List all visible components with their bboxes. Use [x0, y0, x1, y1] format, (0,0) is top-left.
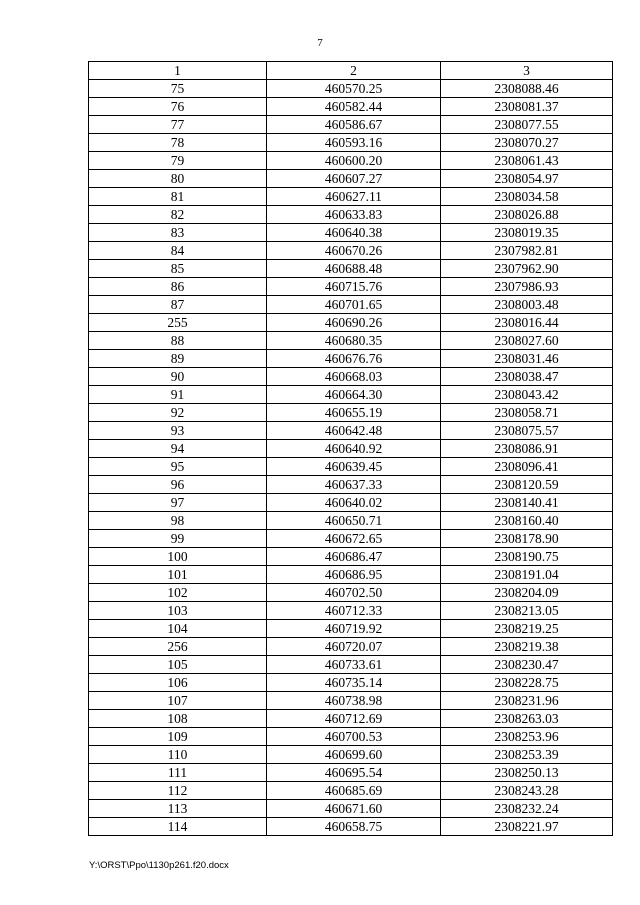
table-row	[89, 728, 613, 746]
coordinate-y-cell: 2308190.75	[441, 548, 613, 566]
coordinate-x-cell: 460672.65	[267, 530, 441, 548]
coordinate-y-cell: 2308228.75	[441, 674, 613, 692]
coordinate-x-cell: 460715.76	[267, 278, 441, 296]
table-row	[89, 440, 613, 458]
coordinate-y-cell: 2308096.41	[441, 458, 613, 476]
coordinate-y-cell: 2308263.03	[441, 710, 613, 728]
coordinate-x-cell: 460664.30	[267, 386, 441, 404]
table-row	[89, 620, 613, 638]
point-number-cell: 81	[89, 188, 267, 206]
coordinate-y-cell: 2308253.39	[441, 746, 613, 764]
coordinate-y-cell: 2308061.43	[441, 152, 613, 170]
point-number-cell: 92	[89, 404, 267, 422]
coordinate-y-cell: 2308070.27	[441, 134, 613, 152]
coordinate-y-cell: 2307982.81	[441, 242, 613, 260]
table-row	[89, 458, 613, 476]
table-row	[89, 530, 613, 548]
point-number-cell: 96	[89, 476, 267, 494]
point-number-cell: 110	[89, 746, 267, 764]
coordinate-x-cell: 460712.33	[267, 602, 441, 620]
point-number-cell: 93	[89, 422, 267, 440]
column-header: 3	[441, 62, 613, 80]
table-row	[89, 512, 613, 530]
coordinate-y-cell: 2308232.24	[441, 800, 613, 818]
coordinate-x-cell: 460586.67	[267, 116, 441, 134]
coordinate-y-cell: 2308026.88	[441, 206, 613, 224]
table-row	[89, 818, 613, 836]
point-number-cell: 112	[89, 782, 267, 800]
coordinate-y-cell: 2307962.90	[441, 260, 613, 278]
table-row	[89, 656, 613, 674]
table-body	[89, 62, 613, 836]
point-number-cell: 94	[89, 440, 267, 458]
point-number-cell: 256	[89, 638, 267, 656]
coordinate-x-cell: 460701.65	[267, 296, 441, 314]
footer-file-path: Y:\ORST\Ppo\1130p261.f20.docx	[89, 860, 229, 871]
coordinate-x-cell: 460640.02	[267, 494, 441, 512]
coordinate-x-cell: 460719.92	[267, 620, 441, 638]
table-row	[89, 278, 613, 296]
coordinate-y-cell: 2308178.90	[441, 530, 613, 548]
coordinate-y-cell: 2308231.96	[441, 692, 613, 710]
table-row	[89, 764, 613, 782]
point-number-cell: 83	[89, 224, 267, 242]
table-row	[89, 494, 613, 512]
point-number-cell: 102	[89, 584, 267, 602]
coordinate-x-cell: 460600.20	[267, 152, 441, 170]
coordinate-y-cell: 2308204.09	[441, 584, 613, 602]
point-number-cell: 87	[89, 296, 267, 314]
coordinate-y-cell: 2308219.38	[441, 638, 613, 656]
coordinate-x-cell: 460738.98	[267, 692, 441, 710]
table-row	[89, 710, 613, 728]
table-row	[89, 134, 613, 152]
table-header-row	[89, 62, 613, 80]
coordinate-x-cell: 460733.61	[267, 656, 441, 674]
table-row	[89, 692, 613, 710]
table-row	[89, 314, 613, 332]
coordinate-x-cell: 460582.44	[267, 98, 441, 116]
point-number-cell: 88	[89, 332, 267, 350]
page-number: 7	[317, 37, 323, 49]
point-number-cell: 86	[89, 278, 267, 296]
coordinate-x-cell: 460658.75	[267, 818, 441, 836]
point-number-cell: 89	[89, 350, 267, 368]
coordinate-y-cell: 2308054.97	[441, 170, 613, 188]
point-number-cell: 80	[89, 170, 267, 188]
coordinate-x-cell: 460686.95	[267, 566, 441, 584]
coordinate-y-cell: 2308038.47	[441, 368, 613, 386]
point-number-cell: 76	[89, 98, 267, 116]
coordinate-y-cell: 2308219.25	[441, 620, 613, 638]
coordinate-y-cell: 2308043.42	[441, 386, 613, 404]
coordinate-x-cell: 460642.48	[267, 422, 441, 440]
coordinate-x-cell: 460688.48	[267, 260, 441, 278]
table-row	[89, 206, 613, 224]
coordinate-x-cell: 460668.03	[267, 368, 441, 386]
point-number-cell: 105	[89, 656, 267, 674]
point-number-cell: 113	[89, 800, 267, 818]
point-number-cell: 95	[89, 458, 267, 476]
table-row	[89, 602, 613, 620]
coordinate-y-cell: 2308077.55	[441, 116, 613, 134]
coordinate-x-cell: 460712.69	[267, 710, 441, 728]
coordinate-x-cell: 460640.38	[267, 224, 441, 242]
coordinate-x-cell: 460720.07	[267, 638, 441, 656]
table-row	[89, 152, 613, 170]
coordinate-x-cell: 460695.54	[267, 764, 441, 782]
coordinate-y-cell: 2308003.48	[441, 296, 613, 314]
table-row	[89, 116, 613, 134]
table-row	[89, 224, 613, 242]
coordinate-y-cell: 2308058.71	[441, 404, 613, 422]
point-number-cell: 78	[89, 134, 267, 152]
point-number-cell: 106	[89, 674, 267, 692]
coordinate-y-cell: 2308213.05	[441, 602, 613, 620]
table-row	[89, 746, 613, 764]
coordinate-y-cell: 2308160.40	[441, 512, 613, 530]
point-number-cell: 109	[89, 728, 267, 746]
coordinate-y-cell: 2308221.97	[441, 818, 613, 836]
point-number-cell: 98	[89, 512, 267, 530]
point-number-cell: 108	[89, 710, 267, 728]
coordinate-x-cell: 460655.19	[267, 404, 441, 422]
column-header: 1	[89, 62, 267, 80]
point-number-cell: 104	[89, 620, 267, 638]
coordinate-y-cell: 2308019.35	[441, 224, 613, 242]
table-row	[89, 188, 613, 206]
point-number-cell: 99	[89, 530, 267, 548]
column-header: 2	[267, 62, 441, 80]
coordinate-x-cell: 460570.25	[267, 80, 441, 98]
point-number-cell: 111	[89, 764, 267, 782]
coordinate-x-cell: 460671.60	[267, 800, 441, 818]
coordinate-x-cell: 460686.47	[267, 548, 441, 566]
coordinate-y-cell: 2308034.58	[441, 188, 613, 206]
point-number-cell: 85	[89, 260, 267, 278]
coordinate-y-cell: 2308120.59	[441, 476, 613, 494]
coordinate-x-cell: 460680.35	[267, 332, 441, 350]
coordinate-x-cell: 460637.33	[267, 476, 441, 494]
point-number-cell: 100	[89, 548, 267, 566]
coordinate-y-cell: 2308191.04	[441, 566, 613, 584]
coordinate-y-cell: 2308253.96	[441, 728, 613, 746]
coordinate-x-cell: 460607.27	[267, 170, 441, 188]
coordinate-x-cell: 460639.45	[267, 458, 441, 476]
point-number-cell: 97	[89, 494, 267, 512]
coordinate-x-cell: 460640.92	[267, 440, 441, 458]
coordinate-x-cell: 460676.76	[267, 350, 441, 368]
point-number-cell: 114	[89, 818, 267, 836]
coordinate-x-cell: 460627.11	[267, 188, 441, 206]
coordinate-x-cell: 460700.53	[267, 728, 441, 746]
coordinate-y-cell: 2308230.47	[441, 656, 613, 674]
coordinate-y-cell: 2308075.57	[441, 422, 613, 440]
table-row	[89, 548, 613, 566]
coordinate-y-cell: 2308027.60	[441, 332, 613, 350]
coordinate-x-cell: 460670.26	[267, 242, 441, 260]
table-row	[89, 260, 613, 278]
point-number-cell: 77	[89, 116, 267, 134]
table-row	[89, 98, 613, 116]
table-row	[89, 782, 613, 800]
table-row	[89, 800, 613, 818]
table-row	[89, 368, 613, 386]
coordinate-x-cell: 460690.26	[267, 314, 441, 332]
coordinate-y-cell: 2308081.37	[441, 98, 613, 116]
coordinates-table	[88, 61, 613, 836]
point-number-cell: 82	[89, 206, 267, 224]
table-row	[89, 80, 613, 98]
table-row	[89, 386, 613, 404]
table-row	[89, 404, 613, 422]
table-row	[89, 332, 613, 350]
table-row	[89, 170, 613, 188]
table-row	[89, 476, 613, 494]
coordinate-y-cell: 2308086.91	[441, 440, 613, 458]
coordinate-x-cell: 460685.69	[267, 782, 441, 800]
point-number-cell: 101	[89, 566, 267, 584]
table-row	[89, 422, 613, 440]
coordinate-x-cell: 460593.16	[267, 134, 441, 152]
table-row	[89, 638, 613, 656]
table-row	[89, 674, 613, 692]
coordinate-x-cell: 460735.14	[267, 674, 441, 692]
coordinate-y-cell: 2308243.28	[441, 782, 613, 800]
point-number-cell: 103	[89, 602, 267, 620]
point-number-cell: 79	[89, 152, 267, 170]
coordinate-y-cell: 2308031.46	[441, 350, 613, 368]
table-row	[89, 584, 613, 602]
point-number-cell: 84	[89, 242, 267, 260]
coordinate-y-cell: 2307986.93	[441, 278, 613, 296]
point-number-cell: 255	[89, 314, 267, 332]
coordinate-x-cell: 460702.50	[267, 584, 441, 602]
coordinate-x-cell: 460650.71	[267, 512, 441, 530]
coordinate-x-cell: 460699.60	[267, 746, 441, 764]
coordinate-y-cell: 2308088.46	[441, 80, 613, 98]
table-row	[89, 296, 613, 314]
coordinate-y-cell: 2308140.41	[441, 494, 613, 512]
point-number-cell: 75	[89, 80, 267, 98]
table-row	[89, 350, 613, 368]
coordinate-y-cell: 2308016.44	[441, 314, 613, 332]
table-row	[89, 242, 613, 260]
coordinate-y-cell: 2308250.13	[441, 764, 613, 782]
table-row	[89, 566, 613, 584]
point-number-cell: 91	[89, 386, 267, 404]
coordinate-x-cell: 460633.83	[267, 206, 441, 224]
point-number-cell: 107	[89, 692, 267, 710]
point-number-cell: 90	[89, 368, 267, 386]
